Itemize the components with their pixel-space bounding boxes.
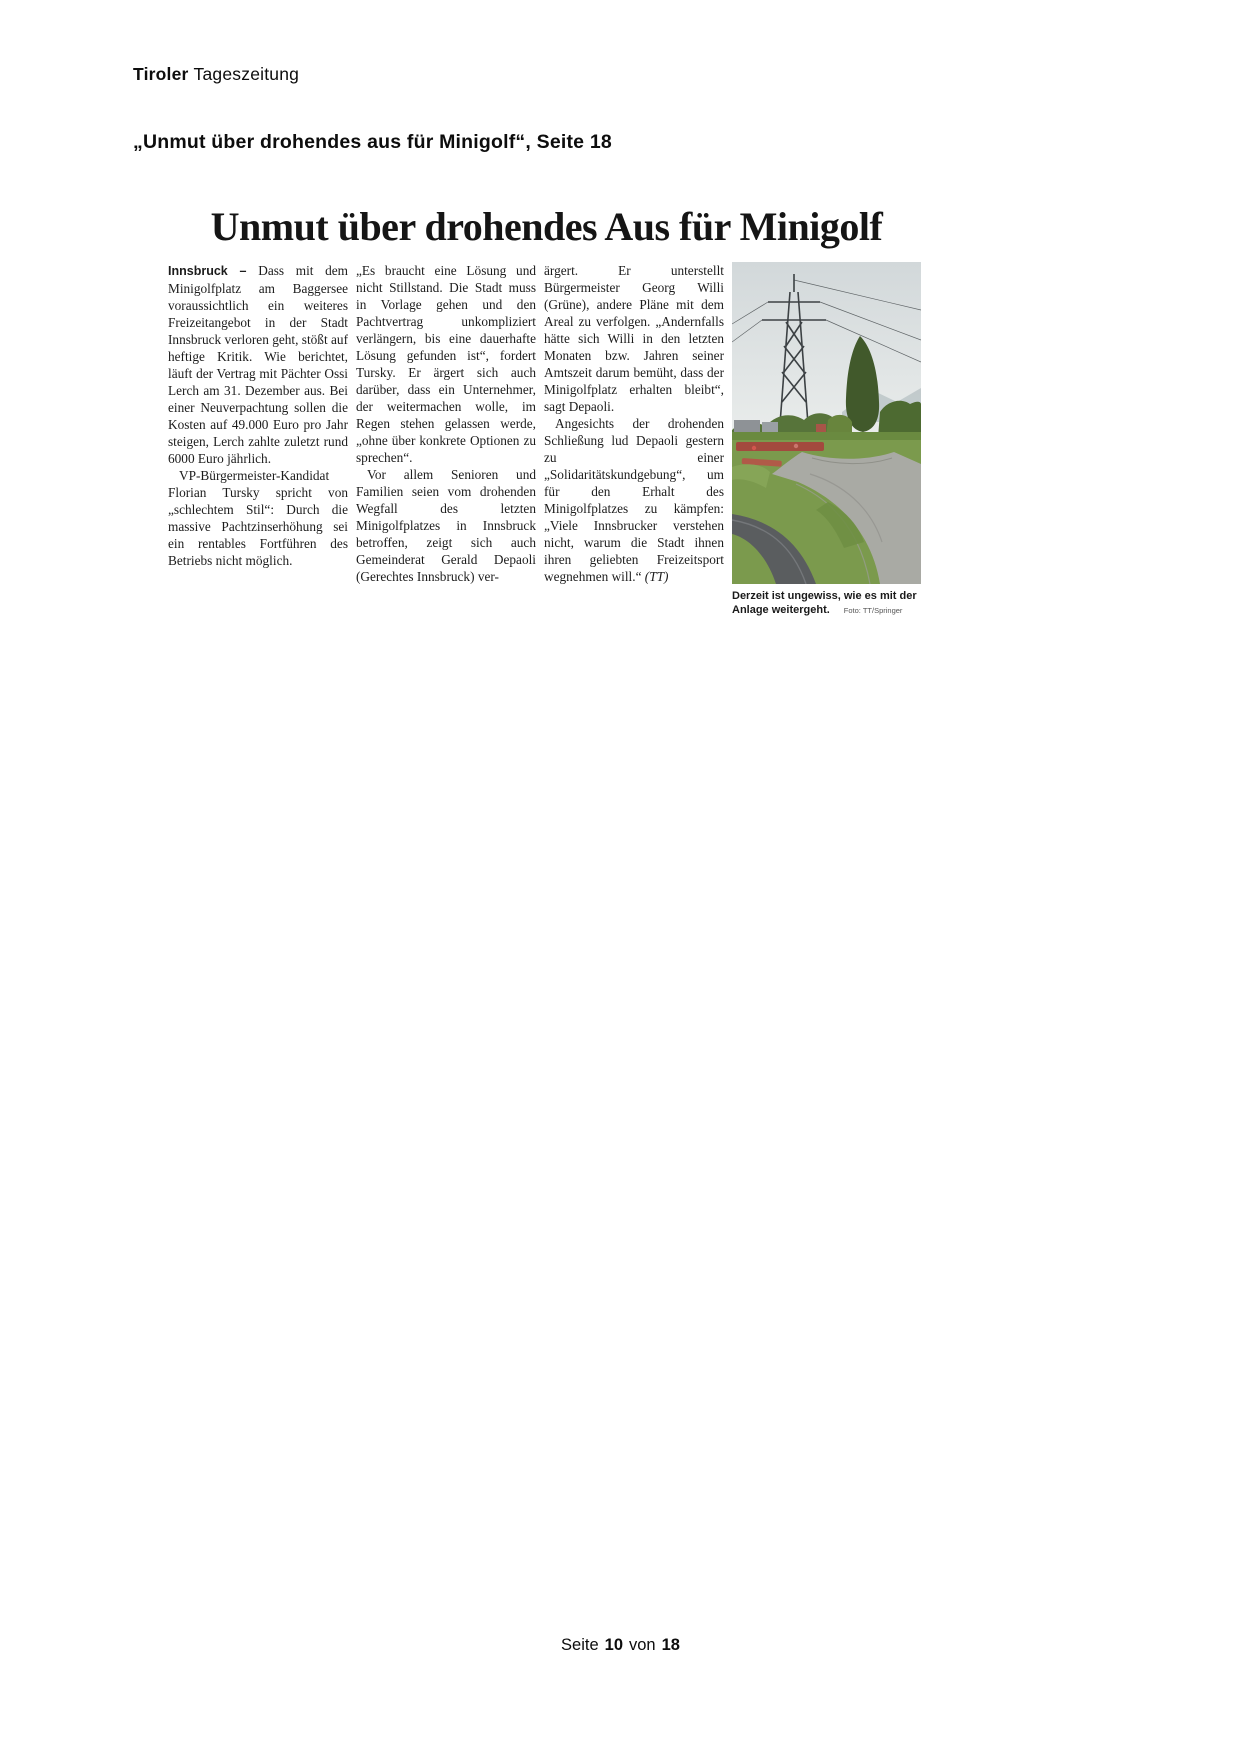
article-columns: [168, 262, 925, 618]
minigolf-lane-red: [736, 442, 824, 451]
newspaper-clipping: [168, 206, 925, 618]
masthead: [133, 64, 299, 85]
article-column-3: [544, 262, 724, 584]
article-column-2: [356, 262, 536, 584]
article-column-1: [168, 262, 348, 584]
article-paragraph: ärgert. Er unterstellt Bürgermeister Georg Willi (Grüne), andere Pläne mit dem Areal zu verfolgen. „Andernfalls hätte sich Willi in den letzten Monaten bzw. Jahren seiner Amtszeit darum bemüht, dass der Minigolfplatz erhalten bleibt“, sagt Depaoli.: [544, 263, 724, 414]
article-paragraph: Vor allem Senioren und Familien seien vom drohenden Wegfall des letzten Minigolfplatzes in Innsbruck betroffen, zeigt sich auch Gemeinderat Gerald Depaoli (Gerechtes Innsbruck) ver-: [356, 467, 536, 584]
footer-label-of: von: [629, 1636, 656, 1654]
masthead-brand-bold: Tiroler: [133, 64, 189, 84]
review-title: „Unmut über drohendes aus für Minigolf“, Seite 18: [133, 131, 612, 153]
article-paragraph: „Es braucht eine Lösung und nicht Stillstand. Die Stadt muss in Vorlage gehen und den Pachtvertrag unkompliziert verlängern, bis eine dauerhafte Lösung gefunden ist“, fordert Tursky. Er ärgert sich auch darüber, dass ein Unternehmer, der weitermachen wolle, im Regen stehen gelassen werde, „ohne über konkrete Optionen zu sprechen“.: [356, 263, 536, 465]
footer-label-page: Seite: [561, 1636, 599, 1654]
page-footer: [0, 1636, 1241, 1655]
minigolf-photo: [732, 262, 921, 584]
photo-caption-line2: Anlage weitergeht.: [732, 604, 830, 616]
photo-caption-line1: Derzeit ist ungewiss, wie es mit der: [732, 590, 917, 602]
article-paragraph: Innsbruck – Dass mit dem Minigolfplatz am Baggersee voraussichtlich ein weiteres Freizeitangebot in der Stadt Innsbruck verloren geht, stößt auf heftige Kritik. Wie berichtet, läuft der Vertrag mit Pächter Ossi Lerch am 31. Dezember aus. Bei einer Neuverpachtung sollen die Kosten auf 49.000 Euro pro Jahr steigen, Lerch zahlte zuletzt rund 6000 Euro jährlich.: [168, 263, 348, 466]
photo-caption: [732, 589, 921, 618]
article-paragraph: Angesichts der drohenden Schließung lud Depaoli gestern zu einer „Solidaritätskundgebung“, um für den Erhalt des Minigolfplatzes zu kämpfen: „Viele Innsbrucker verstehen nicht, warum die Stadt ihnen ihren geliebten Freizeitsport wegnehmen will.“ (TT): [544, 416, 724, 584]
masthead-brand-regular: Tageszeitung: [193, 64, 300, 84]
photo-column: [732, 262, 921, 618]
footer-total-pages: 18: [661, 1636, 680, 1654]
photo-credit: Foto: TT/Springer: [843, 606, 903, 615]
footer-current-page: 10: [604, 1636, 623, 1654]
article-paragraph: VP-Bürgermeister-Kandidat Florian Tursky spricht von „schlechtem Stil“: Durch die massive Pachtzinserhöhung sei ein rentables Fortführen des Betriebs nicht möglich.: [168, 468, 348, 568]
article-headline: Unmut über drohendes Aus für Minigolf: [210, 204, 883, 249]
